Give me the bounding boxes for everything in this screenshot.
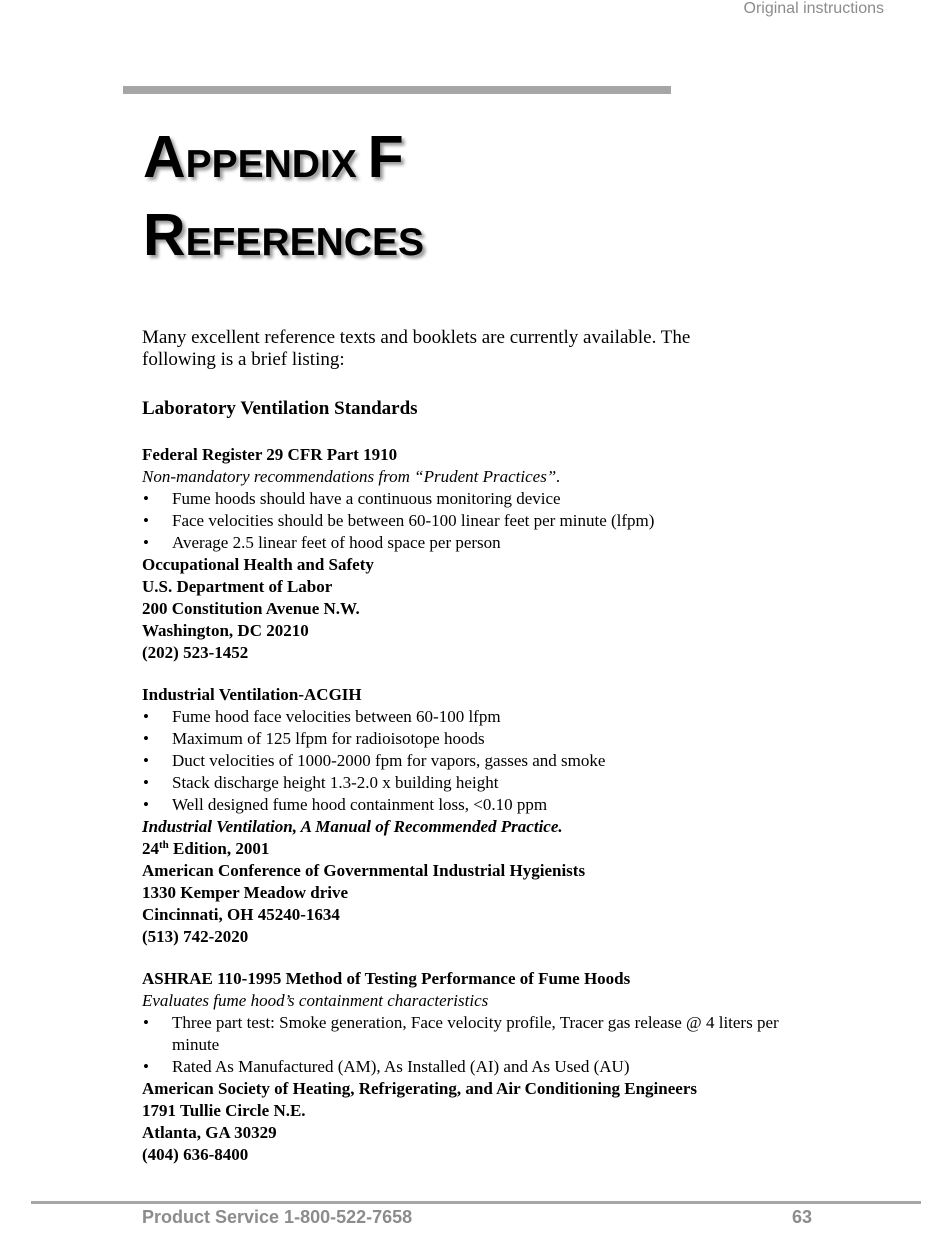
list-item: • Average 2.5 linear feet of hood space per person [142, 532, 822, 554]
list-item: • Stack discharge height 1.3-2.0 x building height [142, 772, 822, 794]
list-item: • Fume hood face velocities between 60-100 lfpm [142, 706, 822, 728]
top-divider [123, 86, 671, 94]
section-heading: Laboratory Ventilation Standards [142, 398, 418, 419]
footer-divider [31, 1201, 921, 1204]
title-initial: R [143, 202, 186, 268]
intro-paragraph: Many excellent reference texts and booklets are currently available. The following is a brief listing: [142, 327, 691, 370]
appendix-title [143, 124, 404, 190]
publication-title: Industrial Ventilation, A Manual of Recommended Practice. [142, 817, 563, 836]
contact-block: American Society of Heating, Refrigerating, and Air Conditioning Engineers 1791 Tullie Circle N.E. Atlanta, GA 30329 (404) 636-8400 [142, 1079, 697, 1164]
list-item: • Rated As Manufactured (AM), As Installed (AI) and As Used (AU) [142, 1056, 822, 1078]
references-title [143, 202, 424, 268]
bullet-list [142, 488, 822, 554]
reference-note: Non-mandatory recommendations from “Prudent Practices”. [142, 467, 561, 486]
references-content [142, 327, 822, 1166]
page-number: 63 [791, 1207, 812, 1227]
title-rest: PPENDIX [185, 143, 368, 186]
contact-block: American Conference of Governmental Industrial Hygienists 1330 Kemper Meadow drive Cincinnati, OH 45240-1634 (513) 742-2020 [142, 861, 586, 946]
reference-federal-register [142, 444, 822, 664]
list-item: • Duct velocities of 1000-2000 fpm for vapors, gasses and smoke [142, 750, 822, 772]
bullet-list [142, 1012, 822, 1078]
reference-title: Industrial Ventilation-ACGIH [142, 685, 362, 704]
title-rest: EFERENCES [185, 221, 424, 264]
reference-note: Evaluates fume hood’s containment characteristics [142, 991, 489, 1010]
list-item: • Face velocities should be between 60-100 linear feet per minute (lfpm) [142, 510, 822, 532]
reference-title: Federal Register 29 CFR Part 1910 [142, 445, 398, 464]
reference-ashrae [142, 968, 822, 1166]
list-item: • Well designed fume hood containment loss, <0.10 ppm [142, 794, 822, 816]
reference-title: ASHRAE 110-1995 Method of Testing Performance of Fume Hoods [142, 969, 631, 988]
bullet-list [142, 706, 822, 816]
list-item: • Maximum of 125 lfpm for radioisotope hoods [142, 728, 822, 750]
reference-acgih [142, 684, 822, 948]
title-letter: F [367, 124, 404, 190]
list-item: • Fume hoods should have a continuous monitoring device [142, 488, 822, 510]
list-item: • Three part test: Smoke generation, Face velocity profile, Tracer gas release @ 4 liters per minute [142, 1012, 822, 1056]
footer-service-phone: Product Service 1-800-522-7658 [142, 1207, 413, 1227]
edition: 24th Edition, 2001 [142, 839, 270, 858]
header-note: Original instructions [743, 0, 884, 17]
contact-block: Occupational Health and Safety U.S. Department of Labor 200 Constitution Avenue N.W. Washington, DC 20210 (202) 523-1452 [142, 555, 374, 662]
title-initial: A [143, 124, 186, 190]
